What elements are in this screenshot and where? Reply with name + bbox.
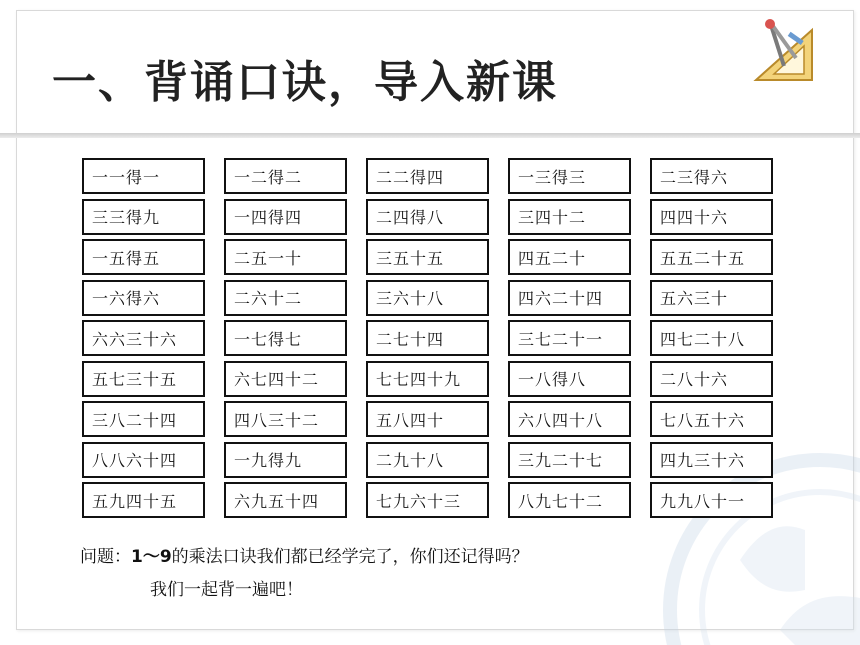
- table-cell: 三八二十四: [82, 401, 205, 437]
- table-cell: 一一得一: [82, 158, 205, 194]
- table-cell: 二五一十: [224, 239, 347, 275]
- table-cell: 四五二十: [508, 239, 631, 275]
- table-cell: 四四十六: [650, 199, 773, 235]
- table-cell: 六七四十二: [224, 361, 347, 397]
- header-divider: [0, 133, 860, 138]
- table-cell: 二二得四: [366, 158, 489, 194]
- table-cell: 六九五十四: [224, 482, 347, 518]
- table-cell: 一五得五: [82, 239, 205, 275]
- multiplication-table: [82, 158, 773, 518]
- table-cell: 三六十八: [366, 280, 489, 316]
- table-cell: 一八得八: [508, 361, 631, 397]
- question-prefix: 问题：: [80, 547, 131, 567]
- table-cell: 四六二十四: [508, 280, 631, 316]
- table-cell: 一四得四: [224, 199, 347, 235]
- table-cell: 二三得六: [650, 158, 773, 194]
- table-cell: 五五二十五: [650, 239, 773, 275]
- table-cell: 二四得八: [366, 199, 489, 235]
- table-cell: 五六三十: [650, 280, 773, 316]
- table-cell: 三三得九: [82, 199, 205, 235]
- question-body: 的乘法口诀我们都已经学完了，你们还记得吗？: [171, 547, 529, 567]
- table-cell: 五九四十五: [82, 482, 205, 518]
- table-cell: 八九七十二: [508, 482, 631, 518]
- invite-text: 我们一起背一遍吧！: [150, 580, 303, 600]
- table-cell: 七七四十九: [366, 361, 489, 397]
- question-range: 1～9: [131, 547, 172, 567]
- table-cell: 五八四十: [366, 401, 489, 437]
- table-cell: 四七二十八: [650, 320, 773, 356]
- slide-title: 一、背诵口诀，导入新课: [52, 57, 558, 108]
- question-text: [80, 542, 529, 567]
- table-cell: 一六得六: [82, 280, 205, 316]
- table-cell: 六八四十八: [508, 401, 631, 437]
- table-cell: 二九十八: [366, 442, 489, 478]
- table-cell: 三七二十一: [508, 320, 631, 356]
- table-cell: 七九六十三: [366, 482, 489, 518]
- table-cell: 四八三十二: [224, 401, 347, 437]
- table-cell: 三四十二: [508, 199, 631, 235]
- table-cell: 二八十六: [650, 361, 773, 397]
- table-cell: 一二得二: [224, 158, 347, 194]
- table-cell: 三九二十七: [508, 442, 631, 478]
- table-cell: 五七三十五: [82, 361, 205, 397]
- table-cell: 一九得九: [224, 442, 347, 478]
- table-cell: 一七得七: [224, 320, 347, 356]
- table-cell: 二六十二: [224, 280, 347, 316]
- table-cell: 九九八十一: [650, 482, 773, 518]
- geometry-tools-icon: [748, 18, 820, 90]
- table-cell: 三五十五: [366, 239, 489, 275]
- table-cell: 七八五十六: [650, 401, 773, 437]
- table-cell: 二七十四: [366, 320, 489, 356]
- table-cell: 四九三十六: [650, 442, 773, 478]
- table-cell: 六六三十六: [82, 320, 205, 356]
- table-cell: 八八六十四: [82, 442, 205, 478]
- table-cell: 一三得三: [508, 158, 631, 194]
